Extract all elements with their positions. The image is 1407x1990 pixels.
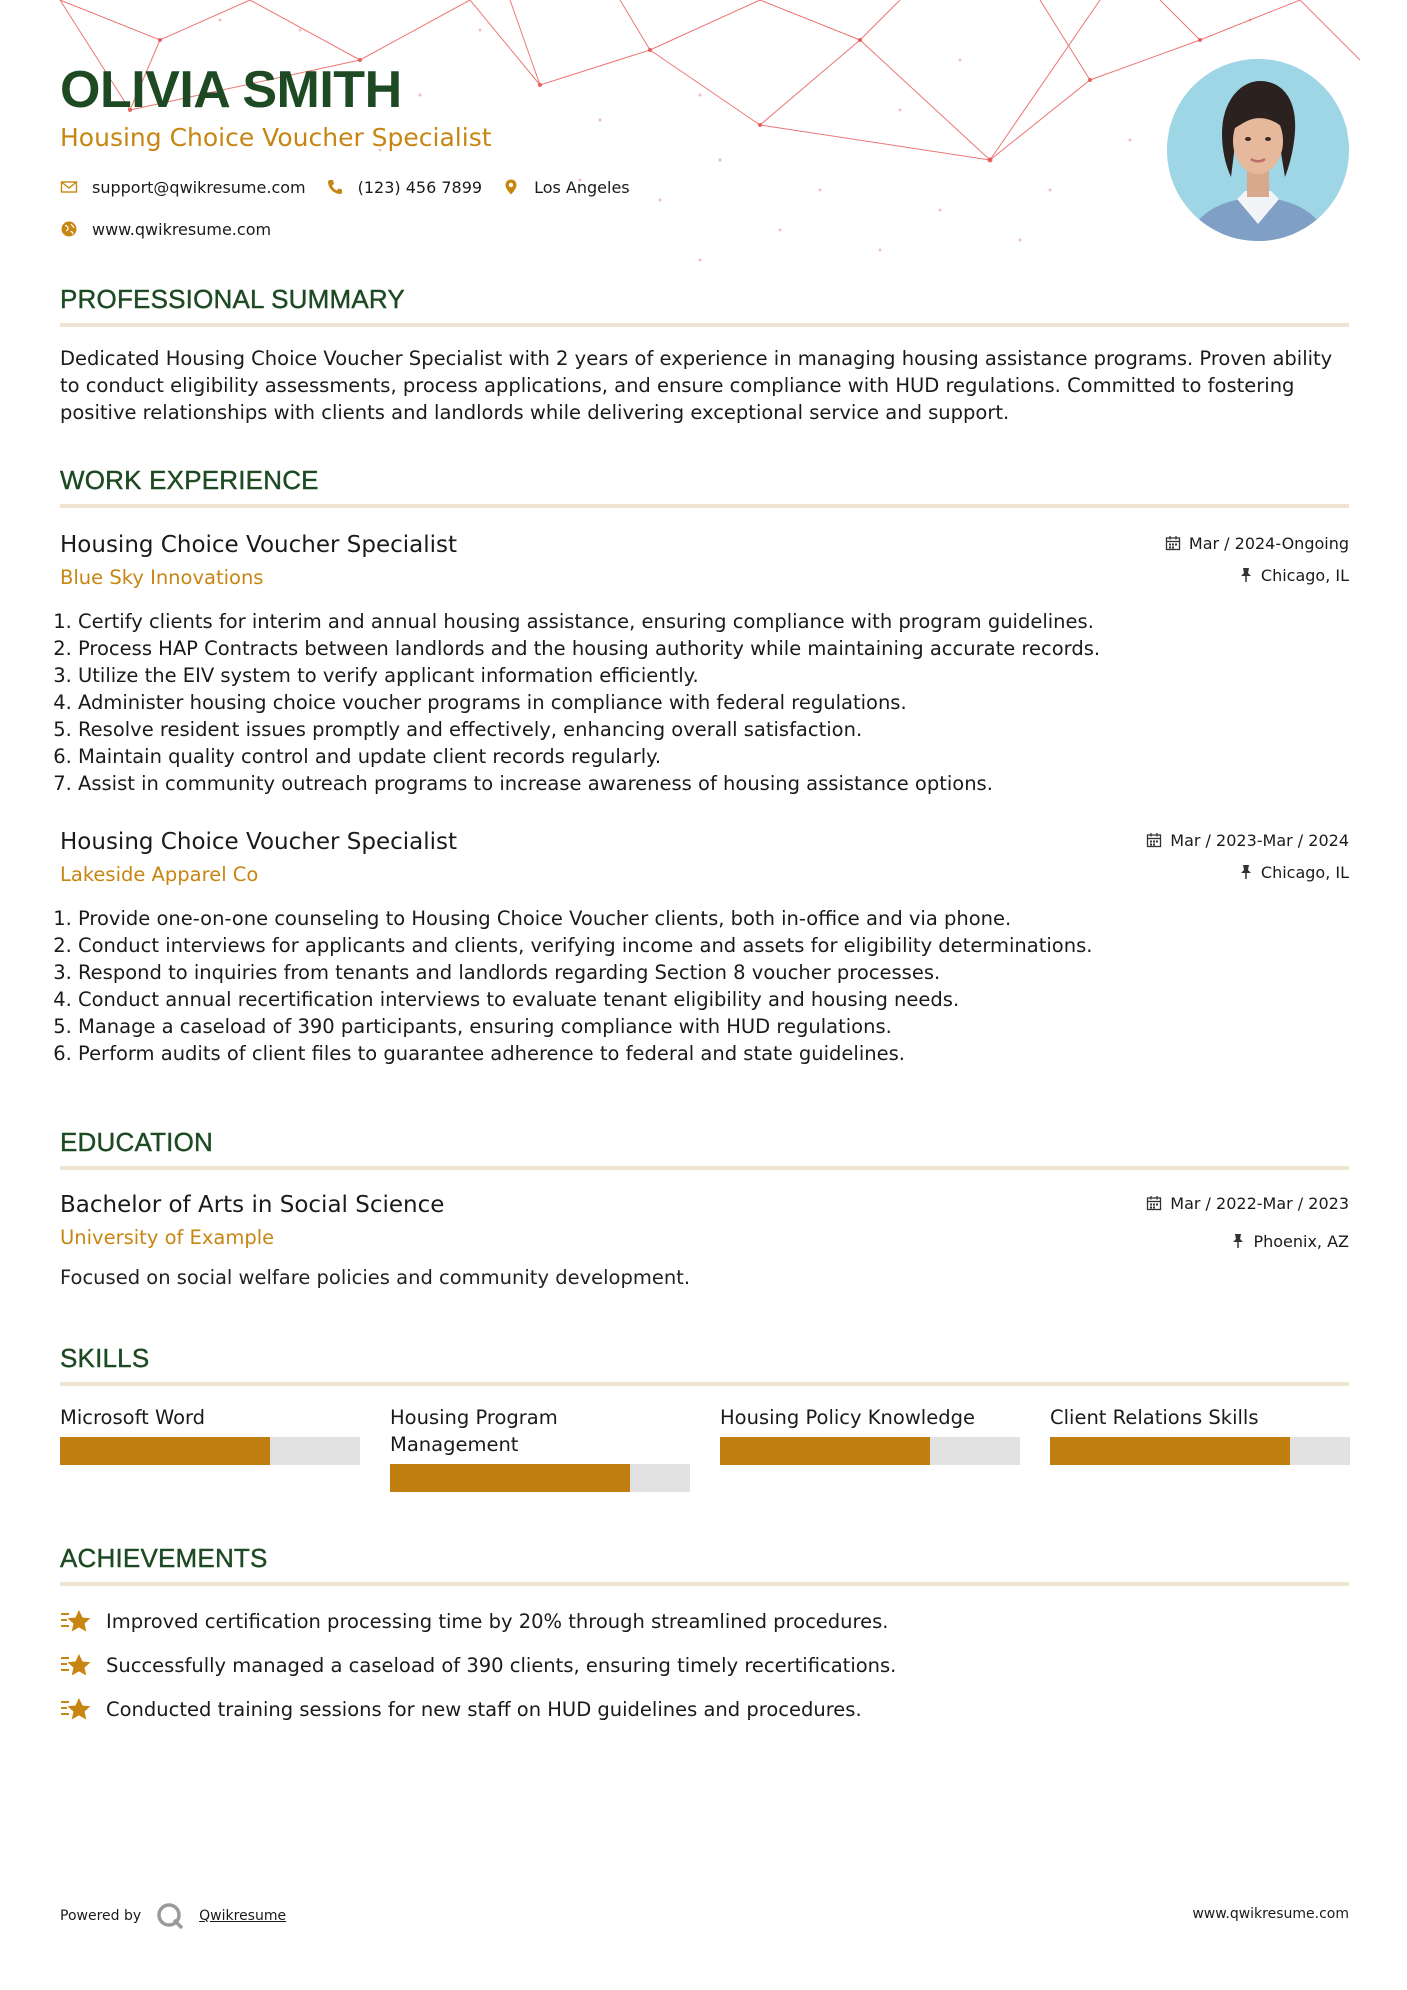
education-meta bbox=[1146, 1192, 1349, 1252]
job-dates bbox=[1165, 532, 1349, 554]
education-dates bbox=[1146, 1192, 1349, 1214]
skill-name: Housing Program Management bbox=[390, 1406, 558, 1456]
job-company: Lakeside Apparel Co bbox=[60, 863, 259, 886]
pushpin-icon bbox=[1239, 864, 1253, 880]
skill-level-fill bbox=[720, 1437, 930, 1465]
experience-section bbox=[60, 464, 1349, 1067]
contact-location bbox=[502, 178, 630, 197]
job-dates-text: Mar / 2023-Mar / 2024 bbox=[1170, 830, 1349, 850]
powered-by-text: Powered by bbox=[60, 1908, 142, 1924]
job-location bbox=[1146, 861, 1349, 883]
job-location-text: Chicago, IL bbox=[1260, 862, 1349, 882]
candidate-title: Housing Choice Voucher Specialist bbox=[60, 123, 492, 152]
skill-name: Housing Policy Knowledge bbox=[720, 1406, 975, 1429]
location-text: Los Angeles bbox=[534, 177, 630, 197]
phone-icon bbox=[326, 178, 344, 196]
skill-level-bar bbox=[390, 1464, 690, 1492]
contact-phone[interactable] bbox=[326, 178, 482, 197]
skills-grid bbox=[60, 1404, 1349, 1492]
section-divider bbox=[60, 323, 1349, 327]
website-text: www.qwikresume.com bbox=[92, 219, 272, 239]
degree-title: Bachelor of Arts in Social Science bbox=[60, 1192, 445, 1218]
job-entry bbox=[60, 827, 1349, 1067]
skill-level-bar bbox=[720, 1437, 1020, 1465]
footer-brand-link[interactable]: Qwikresume bbox=[199, 1908, 287, 1924]
skills-heading: SKILLS bbox=[60, 1343, 150, 1373]
job-dates bbox=[1146, 829, 1349, 851]
list-item: 6. Maintain quality control and update client records regularly. bbox=[78, 743, 1349, 770]
education-description: Focused on social welfare policies and community development. bbox=[60, 1266, 691, 1289]
education-section bbox=[60, 1126, 1349, 1291]
education-dates-text: Mar / 2022-Mar / 2023 bbox=[1170, 1193, 1349, 1213]
skill-item bbox=[390, 1404, 690, 1492]
pushpin-icon bbox=[1239, 567, 1253, 583]
candidate-name: OLIVIA SMITH bbox=[60, 61, 402, 119]
calendar-icon bbox=[1146, 832, 1162, 848]
star-icon bbox=[60, 1651, 92, 1679]
map-pin-icon bbox=[502, 178, 520, 196]
list-item: 2. Process HAP Contracts between landlords and the housing authority while maintaining accurate records. bbox=[78, 635, 1349, 662]
school-name: University of Example bbox=[60, 1226, 275, 1249]
skill-name: Client Relations Skills bbox=[1050, 1406, 1259, 1429]
phone-text: (123) 456 7899 bbox=[357, 177, 483, 197]
education-header bbox=[60, 1190, 1349, 1256]
email-text: support@qwikresume.com bbox=[92, 177, 306, 197]
achievements-list bbox=[60, 1606, 1349, 1724]
job-meta bbox=[1165, 532, 1349, 586]
job-header bbox=[60, 827, 1349, 893]
education-entry bbox=[60, 1190, 1349, 1291]
contact-email[interactable] bbox=[60, 178, 306, 197]
list-item: 3. Respond to inquiries from tenants and landlords regarding Section 8 voucher processes. bbox=[78, 959, 1349, 986]
resume-header bbox=[60, 58, 1120, 240]
job-title: Housing Choice Voucher Specialist bbox=[60, 532, 458, 558]
footer-powered-by bbox=[60, 1900, 286, 1932]
section-divider bbox=[60, 1382, 1349, 1386]
list-item: 6. Perform audits of client files to guarantee adherence to federal and state guidelines. bbox=[78, 1040, 1349, 1067]
list-item: 3. Utilize the EIV system to verify applicant information efficiently. bbox=[78, 662, 1349, 689]
skill-item bbox=[720, 1404, 1020, 1492]
list-item: 7. Assist in community outreach programs to increase awareness of housing assistance options. bbox=[78, 770, 1349, 797]
summary-text: Dedicated Housing Choice Voucher Specialist with 2 years of experience in managing housing assistance programs. Proven ability to conduct eligibility assessments, process applications, and ensure compliance with HUD regulations. Committed to fostering positive relationships with clients and landlords while delivering exceptional service and support. bbox=[60, 347, 1333, 424]
contact-website[interactable] bbox=[60, 220, 271, 239]
list-item: 5. Manage a caseload of 390 participants, ensuring compliance with HUD regulations. bbox=[78, 1013, 1349, 1040]
achievements-heading: ACHIEVEMENTS bbox=[60, 1543, 268, 1573]
list-item: 1. Provide one-on-one counseling to Housing Choice Voucher clients, both in-office and via phone. bbox=[78, 905, 1349, 932]
achievement-item bbox=[60, 1606, 1349, 1636]
star-icon bbox=[60, 1607, 92, 1635]
achievement-text: Successfully managed a caseload of 390 clients, ensuring timely recertifications. bbox=[106, 1653, 897, 1677]
envelope-icon bbox=[60, 178, 78, 196]
calendar-icon bbox=[1165, 535, 1181, 551]
job-location-text: Chicago, IL bbox=[1260, 565, 1349, 585]
section-divider bbox=[60, 1582, 1349, 1586]
list-item: 5. Resolve resident issues promptly and effectively, enhancing overall satisfaction. bbox=[78, 716, 1349, 743]
list-item: 2. Conduct interviews for applicants and clients, verifying income and assets for eligibility determinations. bbox=[78, 932, 1349, 959]
job-meta bbox=[1146, 829, 1349, 883]
job-company: Blue Sky Innovations bbox=[60, 566, 264, 589]
list-item: 4. Conduct annual recertification interviews to evaluate tenant eligibility and housing needs. bbox=[78, 986, 1349, 1013]
achievements-section bbox=[60, 1542, 1349, 1738]
achievement-item bbox=[60, 1650, 1349, 1680]
skill-level-bar bbox=[60, 1437, 360, 1465]
globe-icon bbox=[60, 220, 78, 238]
skills-section bbox=[60, 1342, 1349, 1492]
section-divider bbox=[60, 504, 1349, 508]
job-title: Housing Choice Voucher Specialist bbox=[60, 829, 458, 855]
skill-level-bar bbox=[1050, 1437, 1350, 1465]
education-location-text: Phoenix, AZ bbox=[1253, 1231, 1349, 1251]
list-item: 1. Certify clients for interim and annual housing assistance, ensuring compliance with program guidelines. bbox=[78, 608, 1349, 635]
job-location bbox=[1165, 564, 1349, 586]
achievement-item bbox=[60, 1694, 1349, 1724]
summary-section bbox=[60, 283, 1349, 426]
job-entry bbox=[60, 530, 1349, 797]
achievement-text: Conducted training sessions for new staff on HUD guidelines and procedures. bbox=[106, 1697, 862, 1721]
contact-website-row bbox=[60, 218, 1120, 240]
skill-item bbox=[1050, 1404, 1350, 1492]
profile-photo bbox=[1167, 59, 1349, 241]
pushpin-icon bbox=[1231, 1233, 1245, 1249]
star-icon bbox=[60, 1695, 92, 1723]
calendar-icon bbox=[1146, 1195, 1162, 1211]
job-dates-text: Mar / 2024-Ongoing bbox=[1188, 533, 1349, 553]
skill-level-fill bbox=[1050, 1437, 1290, 1465]
qwikresume-logo-icon bbox=[155, 1901, 185, 1931]
summary-heading: PROFESSIONAL SUMMARY bbox=[60, 284, 405, 314]
contact-info-row bbox=[60, 176, 1120, 198]
section-divider bbox=[60, 1166, 1349, 1170]
footer-website-link[interactable]: www.qwikresume.com bbox=[1192, 1906, 1349, 1922]
skill-level-fill bbox=[60, 1437, 270, 1465]
job-bullets bbox=[60, 905, 1349, 1067]
skill-level-fill bbox=[390, 1464, 630, 1492]
job-bullets bbox=[60, 608, 1349, 797]
experience-heading: WORK EXPERIENCE bbox=[60, 465, 319, 495]
page-footer bbox=[60, 1900, 1349, 1932]
education-location bbox=[1146, 1230, 1349, 1252]
achievement-text: Improved certification processing time by 20% through streamlined procedures. bbox=[106, 1609, 889, 1633]
job-header bbox=[60, 530, 1349, 596]
education-heading: EDUCATION bbox=[60, 1127, 213, 1157]
profile-portrait-icon bbox=[1167, 59, 1349, 241]
skill-item bbox=[60, 1404, 360, 1492]
skill-name: Microsoft Word bbox=[60, 1406, 206, 1429]
list-item: 4. Administer housing choice voucher programs in compliance with federal regulations. bbox=[78, 689, 1349, 716]
